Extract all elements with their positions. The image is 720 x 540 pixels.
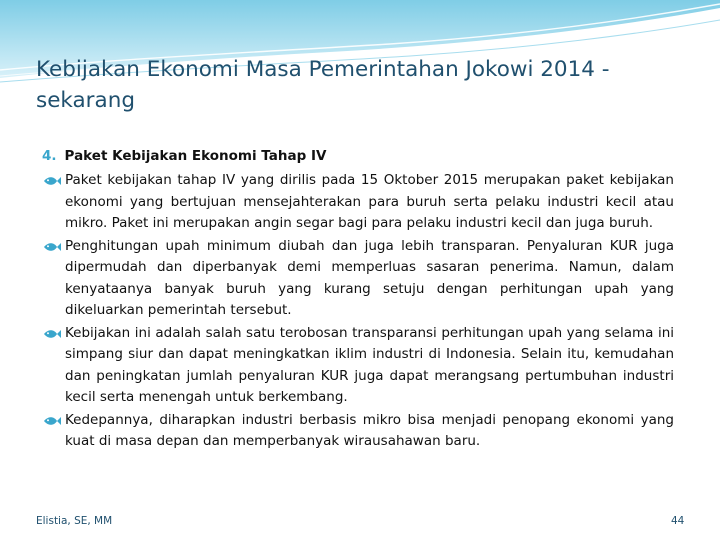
list-item <box>42 410 674 453</box>
fish-icon <box>42 328 62 340</box>
bullet-list <box>42 170 674 453</box>
list-item <box>42 236 674 322</box>
section-number: 4. <box>42 148 57 164</box>
bullet-text: Kebijakan ini adalah salah satu terobosan transparansi perhitungan upah yang selama ini simpang siur dan dapat meningkatkan iklim industri di Indonesia. Selain itu, kemudahan dan peningkatan jumlah penyaluran KUR juga dapat merangsang pertumbuhan industri kecil serta menengah untuk berkembang. <box>65 324 674 405</box>
slide-content <box>42 145 674 454</box>
fish-icon <box>42 175 62 187</box>
fish-icon <box>42 415 62 427</box>
fish-icon <box>42 241 62 253</box>
section-label: Paket Kebijakan Ekonomi Tahap IV <box>64 148 327 164</box>
bullet-text: Paket kebijakan tahap IV yang dirilis pada 15 Oktober 2015 merupakan paket kebijakan ekonomi yang bertujuan mensejahterakan para buruh serta pelaku industri kecil atau mikro. Paket ini merupakan angin segar bagi para pelaku industri kecil dan juga buruh. <box>65 172 674 231</box>
page-number: 44 <box>671 515 685 527</box>
bullet-text: Penghitungan upah minimum diubah dan juga lebih transparan. Penyaluran KUR juga dipermudah dan diperbanyak demi memperluas sasaran penerima. Namun, dalam kenyataanya banyak buruh yang kurang setuju dengan perhitungan upah yang dikeluarkan pemerintah tersebut. <box>65 237 674 318</box>
list-item <box>42 170 674 235</box>
slide-title: Kebijakan Ekonomi Masa Pemerintahan Jokowi 2014 - sekarang <box>36 57 610 113</box>
section-heading <box>42 145 674 167</box>
list-item <box>42 323 674 409</box>
bullet-text: Kedepannya, diharapkan industri berbasis mikro bisa menjadi penopang ekonomi yang kuat di masa depan dan memperbanyak wirausahawan baru. <box>65 411 674 449</box>
footer-author: Elistia, SE, MM <box>36 515 113 527</box>
